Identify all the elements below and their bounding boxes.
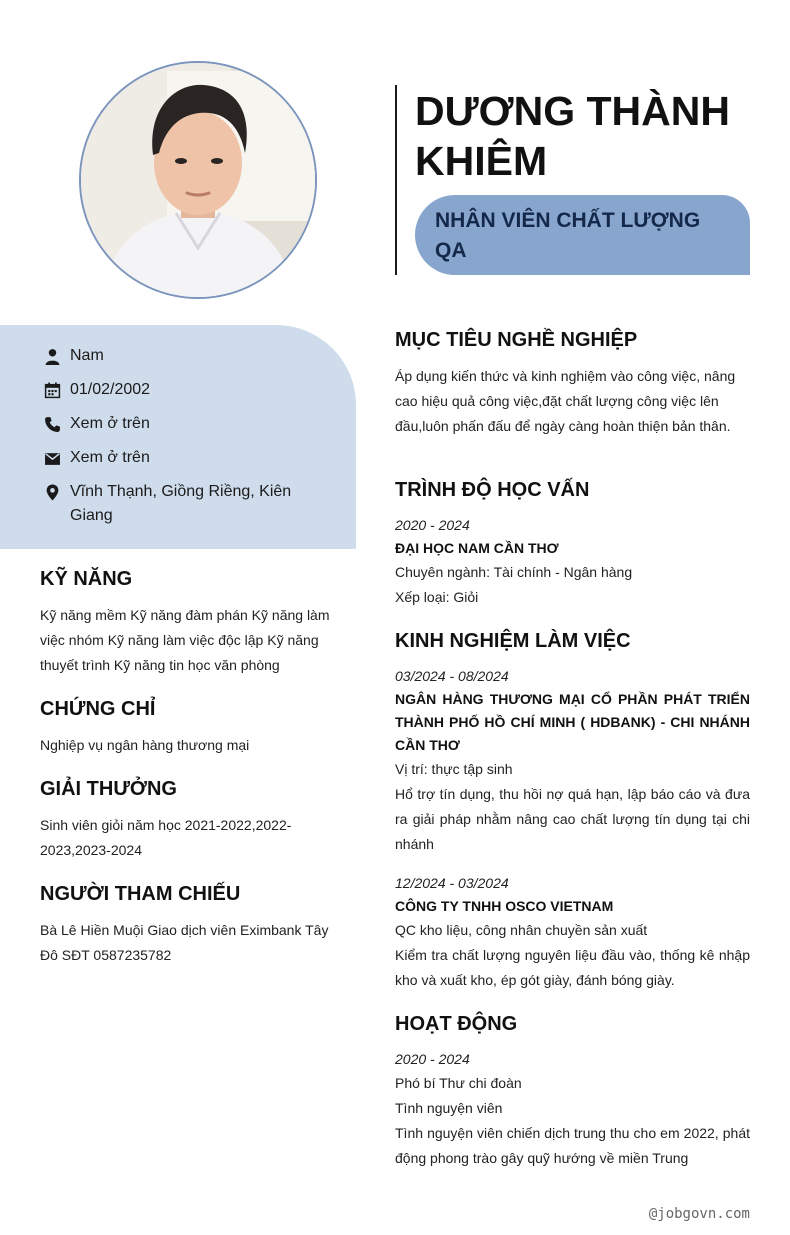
education-entry	[395, 514, 750, 610]
contact-birthdate	[42, 378, 312, 402]
experience-entry	[395, 872, 750, 993]
experience-heading: KINH NGHIỆM LÀM VIỆC	[395, 630, 631, 652]
calendar-icon	[42, 378, 62, 402]
experience-company: NGÂN HÀNG THƯƠNG MẠI CỔ PHẦN PHÁT TRIỂN THÀNH PHỐ HỒ CHÍ MINH ( HDBANK) - CHI NHÁNH CẦN THƠ	[395, 691, 750, 753]
activities-heading: HOẠT ĐỘNG	[395, 1013, 518, 1035]
contact-address-text: Vĩnh Thạnh, Giồng Riềng, Kiên Giang	[70, 483, 292, 524]
references-heading: NGƯỜI THAM CHIẾU	[40, 883, 241, 905]
skills-text: Kỹ năng mềm Kỹ năng đàm phán Kỹ năng làm việc nhóm Kỹ năng làm việc độc lập Kỹ năng thuyết trình Kỹ năng tin học văn phòng	[40, 607, 330, 673]
education-grade: Xếp loại: Giỏi	[395, 589, 479, 605]
activities-period: 2020 - 2024	[395, 1051, 470, 1067]
job-title: NHÂN VIÊN CHẤT LƯỢNG QA	[435, 209, 701, 262]
profile-photo	[79, 61, 317, 299]
contact-email-text: Xem ở trên	[70, 449, 150, 466]
candidate-name: DƯƠNG THÀNH KHIÊM	[415, 88, 730, 184]
job-title-tag	[415, 195, 750, 275]
watermark: @jobgovn.com	[648, 1206, 750, 1222]
experience-period: 12/2024 - 03/2024	[395, 875, 509, 891]
name-divider	[395, 85, 397, 275]
awards-text: Sinh viên giỏi năm học 2021-2022,2022-2023,2023-2024	[40, 817, 292, 858]
person-icon	[42, 344, 62, 368]
contact-address	[42, 480, 312, 528]
experience-company: CÔNG TY TNHH OSCO VIETNAM	[395, 898, 614, 914]
activities-entry	[395, 1048, 750, 1171]
experience-description: Kiểm tra chất lượng nguyên liệu đầu vào, thống kê nhập kho và xuất kho, ép gót giày, đánh bóng giày.	[395, 947, 750, 988]
education-school: ĐẠI HỌC NAM CẦN THƠ	[395, 540, 559, 556]
contact-phone-text: Xem ở trên	[70, 415, 150, 432]
awards-heading: GIẢI THƯỞNG	[40, 778, 177, 800]
experience-position: Vị trí: thực tập sinh	[395, 761, 513, 777]
contact-email	[42, 446, 312, 470]
education-major: Chuyên ngành: Tài chính - Ngân hàng	[395, 564, 633, 580]
phone-icon	[42, 412, 62, 436]
contact-gender-text: Nam	[70, 347, 104, 364]
mail-icon	[42, 446, 62, 470]
experience-position: QC kho liệu, công nhân chuyền sản xuất	[395, 922, 648, 938]
objective-text: Áp dụng kiến thức và kinh nghiệm vào công việc, nâng cao hiệu quả công việc,đặt chất lượng công việc lên đầu,luôn phấn đấu để ngày càng hoàn thiện bản thân.	[395, 368, 736, 434]
location-pin-icon	[42, 480, 62, 504]
references-text: Bà Lê Hiền Muội Giao dịch viên Eximbank Tây Đô SĐT 0587235782	[40, 922, 329, 963]
activity-line: Phó bí Thư chi đoàn	[395, 1075, 522, 1091]
skills-heading: KỸ NĂNG	[40, 568, 133, 590]
activity-line: Tình nguyện viên	[395, 1100, 503, 1116]
experience-description: Hổ trợ tín dụng, thu hồi nợ quá hạn, lập báo cáo và đưa ra giải pháp nhằm nâng cao chất lượng tín dụng tại chi nhánh	[395, 786, 750, 852]
contact-phone	[42, 412, 312, 436]
education-heading: TRÌNH ĐỘ HỌC VẤN	[395, 479, 590, 501]
activity-line: Tình nguyện viên chiến dịch trung thu cho em 2022, phát động phong trào gây quỹ hướng về miền Trung	[395, 1125, 750, 1166]
profile-photo-illustration	[81, 63, 315, 297]
contact-birthdate-text: 01/02/2002	[70, 381, 151, 398]
contact-gender	[42, 344, 312, 368]
experience-entry	[395, 665, 750, 857]
contact-panel	[0, 325, 356, 549]
experience-period: 03/2024 - 08/2024	[395, 668, 509, 684]
objective-heading: MỤC TIÊU NGHỀ NGHIỆP	[395, 329, 638, 351]
certificates-text: Nghiệp vụ ngân hàng thương mại	[40, 737, 250, 753]
certificates-heading: CHỨNG CHỈ	[40, 698, 156, 720]
education-period: 2020 - 2024	[395, 517, 470, 533]
